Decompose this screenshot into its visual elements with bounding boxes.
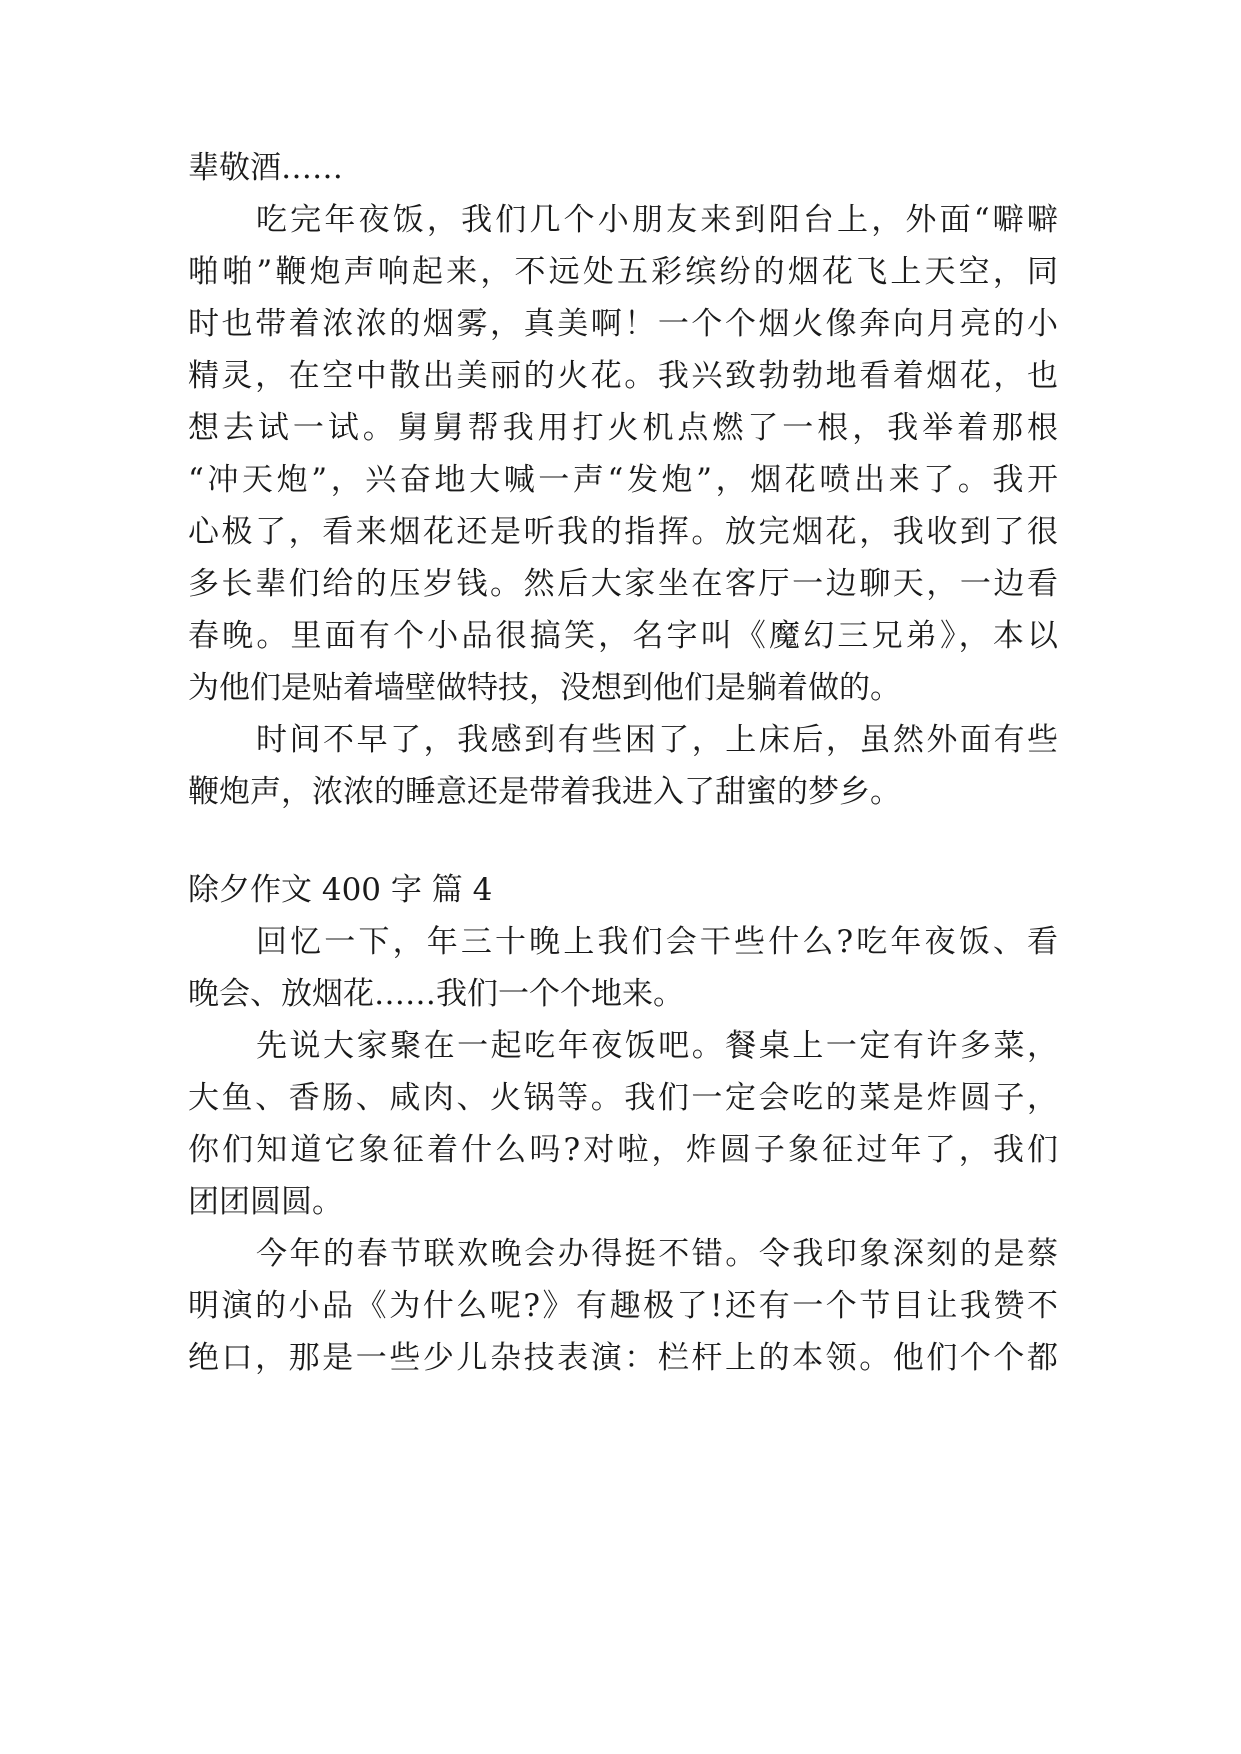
paragraph-first-line: 回忆一下，年三十晚上我们会干些什么?吃年夜饭、看 (256, 924, 1058, 960)
paragraph-first-line: 先说大家聚在一起吃年夜饭吧。餐桌上一定有许多菜， (256, 1028, 1058, 1064)
paragraph-first-line: 今年的春节联欢晚会办得挺不错。令我印象深刻的是蔡 (256, 1236, 1058, 1272)
text-line: 鞭炮声，浓浓的睡意还是带着我进入了甜蜜的梦乡。 (188, 774, 901, 810)
text-line: 明演的小品《为什么呢?》有趣极了!还有一个节目让我赞不 (188, 1288, 1058, 1324)
text-line: 绝口，那是一些少儿杂技表演：栏杆上的本领。他们个个都 (188, 1340, 1058, 1376)
text-line: 时也带着浓浓的烟雾，真美啊！一个个烟火像奔向月亮的小 (188, 306, 1058, 342)
text-line: 精灵，在空中散出美丽的火花。我兴致勃勃地看着烟花，也 (188, 358, 1058, 394)
paragraph-first-line: 时间不早了，我感到有些困了，上床后，虽然外面有些 (256, 722, 1058, 758)
text-line: 大鱼、香肠、咸肉、火锅等。我们一定会吃的菜是炸圆子， (188, 1080, 1058, 1116)
text-line: 辈敬酒…… (188, 150, 343, 186)
text-line: 春晚。里面有个小品很搞笑，名字叫《魔幻三兄弟》，本以 (188, 618, 1058, 654)
text-line: 想去试一试。舅舅帮我用打火机点燃了一根，我举着那根 (188, 410, 1058, 446)
paragraph-first-line: 吃完年夜饭，我们几个小朋友来到阳台上，外面“噼噼 (256, 202, 1058, 238)
text-line: 多长辈们给的压岁钱。然后大家坐在客厅一边聊天，一边看 (188, 566, 1058, 602)
text-line: “冲天炮”，兴奋地大喊一声“发炮”，烟花喷出来了。我开 (188, 462, 1058, 498)
text-line: 晚会、放烟花……我们一个个地来。 (188, 976, 684, 1012)
text-line: 你们知道它象征着什么吗?对啦，炸圆子象征过年了，我们 (188, 1132, 1058, 1168)
text-line: 心极了，看来烟花还是听我的指挥。放完烟花，我收到了很 (188, 514, 1058, 550)
text-line: 团团圆圆。 (188, 1184, 343, 1220)
text-line: 为他们是贴着墙壁做特技，没想到他们是躺着做的。 (188, 670, 901, 706)
section-heading: 除夕作文 400 字 篇 4 (188, 872, 493, 908)
text-line: 啪啪”鞭炮声响起来，不远处五彩缤纷的烟花飞上天空，同 (188, 254, 1058, 290)
